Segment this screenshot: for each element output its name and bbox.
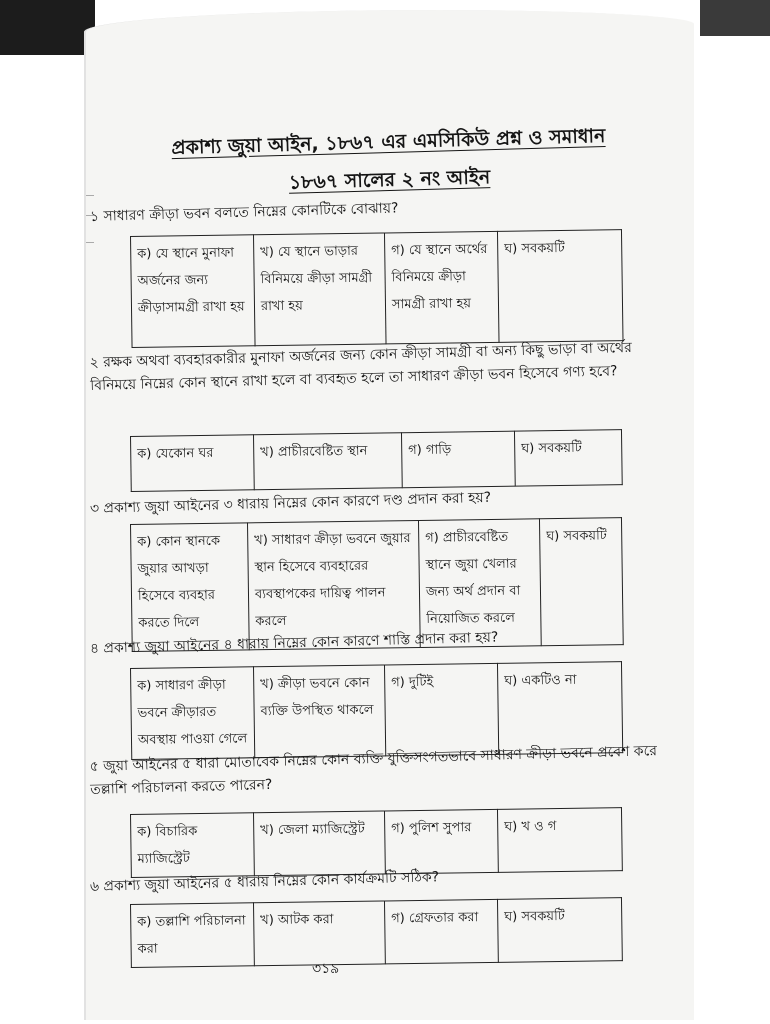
option-ga[interactable]: গ) পুলিশ সুপার — [384, 809, 498, 874]
scan-shadow-top-right — [700, 0, 770, 36]
option-ka[interactable]: ক) তল্লাশি পরিচালনা করা — [131, 903, 255, 968]
option-kha[interactable]: খ) ক্রীড়া ভবনে কোন ব্যক্তি উপস্থিত থাকলে — [253, 665, 385, 758]
scan-shadow-top-left — [0, 0, 95, 55]
question-5: ৫ জুয়া আইনের ৫ ধারা মোতাবেক নিম্নের কোন ব্যক্তি যুক্তিসংগতভাবে সাধারণ ক্রীড়া ভবনে প্রবেশ করে তল্লাশি পরিচালনা করতে পারেন? — [89, 743, 658, 798]
page-number: ৩১৯ — [312, 961, 340, 977]
option-gha[interactable]: ঘ) একটিও না — [497, 662, 622, 755]
options-table-6 — [130, 897, 623, 968]
option-gha[interactable]: ঘ) সবকয়টি — [497, 230, 623, 343]
option-ka[interactable]: ক) যেকোন ঘর — [131, 435, 255, 492]
option-gha[interactable]: ঘ) খ ও গ — [497, 808, 622, 873]
question-6: ৬ প্রকাশ্য জুয়া আইনের ৫ ধারায় নিম্নের কোন কার্যক্রমটি সঠিক? — [89, 869, 440, 895]
options-table-1 — [130, 229, 624, 348]
option-kha[interactable]: খ) আটক করা — [253, 901, 385, 966]
options-table-2 — [130, 429, 623, 492]
option-gha[interactable]: ঘ) সবকয়টি — [539, 518, 623, 646]
option-kha[interactable]: খ) সাধারণ ক্রীড়া ভবনে জুয়ার স্থান হিসেবে ব্যবহারের ব্যবস্থাপকের দায়িত্ব পালন করলে — [247, 520, 420, 649]
question-1: ১ সাধারণ ক্রীড়া ভবন বলতে নিম্নের কোনটিকে বোঝায়? — [89, 200, 399, 225]
question-3: ৩ প্রকাশ্য জুয়া আইনের ৩ ধারায় নিম্নের কোন কারণে দণ্ড প্রদান করা হয়? — [89, 489, 492, 517]
option-kha[interactable]: খ) জেলা ম্যাজিস্ট্রেট — [253, 811, 385, 876]
option-ga[interactable]: গ) দুটিই — [384, 663, 498, 756]
option-ga[interactable]: গ) গাড়ি — [401, 431, 515, 488]
option-ka[interactable]: ক) কোন স্থানকে জুয়ার আখড়া হিসেবে ব্যবহার করতে দিলে — [131, 523, 250, 652]
question-4: ৪ প্রকাশ্য জুয়া আইনের ৪ ধারায় নিম্নের কোন কারণে শাস্তি প্রদান করা হয়? — [89, 629, 499, 657]
page-title: প্রকাশ্য জুয়া আইন, ১৮৬৭ এর এমসিকিউ প্রশ্ন ও সমাধান — [171, 124, 606, 160]
option-kha[interactable]: খ) প্রাচীরবেষ্টিত স্থান — [253, 433, 402, 490]
option-gha[interactable]: ঘ) সবকয়টি — [497, 898, 622, 963]
option-ka[interactable]: ক) যে স্থানে মুনাফা অর্জনের জন্য ক্রীড়াসামগ্রী রাখা হয় — [131, 235, 256, 348]
option-ka[interactable]: ক) বিচারিক ম্যাজিস্ট্রেট — [131, 813, 255, 878]
option-ga[interactable]: গ) প্রাচীরবেষ্টিত স্থানে জুয়া খেলার জন্য অর্থ প্রদান বা নিয়োজিত করলে — [418, 519, 541, 648]
option-ga[interactable]: গ) যে স্থানে অর্থের বিনিময়ে ক্রীড়া সামগ্রী রাখা হয় — [384, 231, 499, 344]
option-kha[interactable]: খ) যে স্থানে ভাড়ার বিনিময়ে ক্রীড়া সামগ্রী রাখা হয় — [253, 233, 386, 346]
option-gha[interactable]: ঘ) সবকয়টি — [514, 430, 622, 486]
option-ka[interactable]: ক) সাধারণ ক্রীড়া ভবনে ক্রীড়ারত অবস্থায় পাওয়া গেলে — [131, 667, 255, 760]
book-page — [84, 10, 694, 1020]
page-subtitle: ১৮৬৭ সালের ২ নং আইন — [288, 166, 491, 194]
option-ga[interactable]: গ) গ্রেফতার করা — [384, 899, 498, 964]
question-2: ২ রক্ষক অথবা ব্যবহারকারীর মুনাফা অর্জনের জন্য কোন ক্রীড়া সামগ্রী বা অন্য কিছু ভাড়া বা অর্থের বিনিময়ে নিম্নের কোন স্থানে রাখা হলে বা ব্যবহৃত হলে তা সাধারণ ক্রীড়া ভবন হিসেবে গণ্য হবে? — [89, 339, 633, 394]
